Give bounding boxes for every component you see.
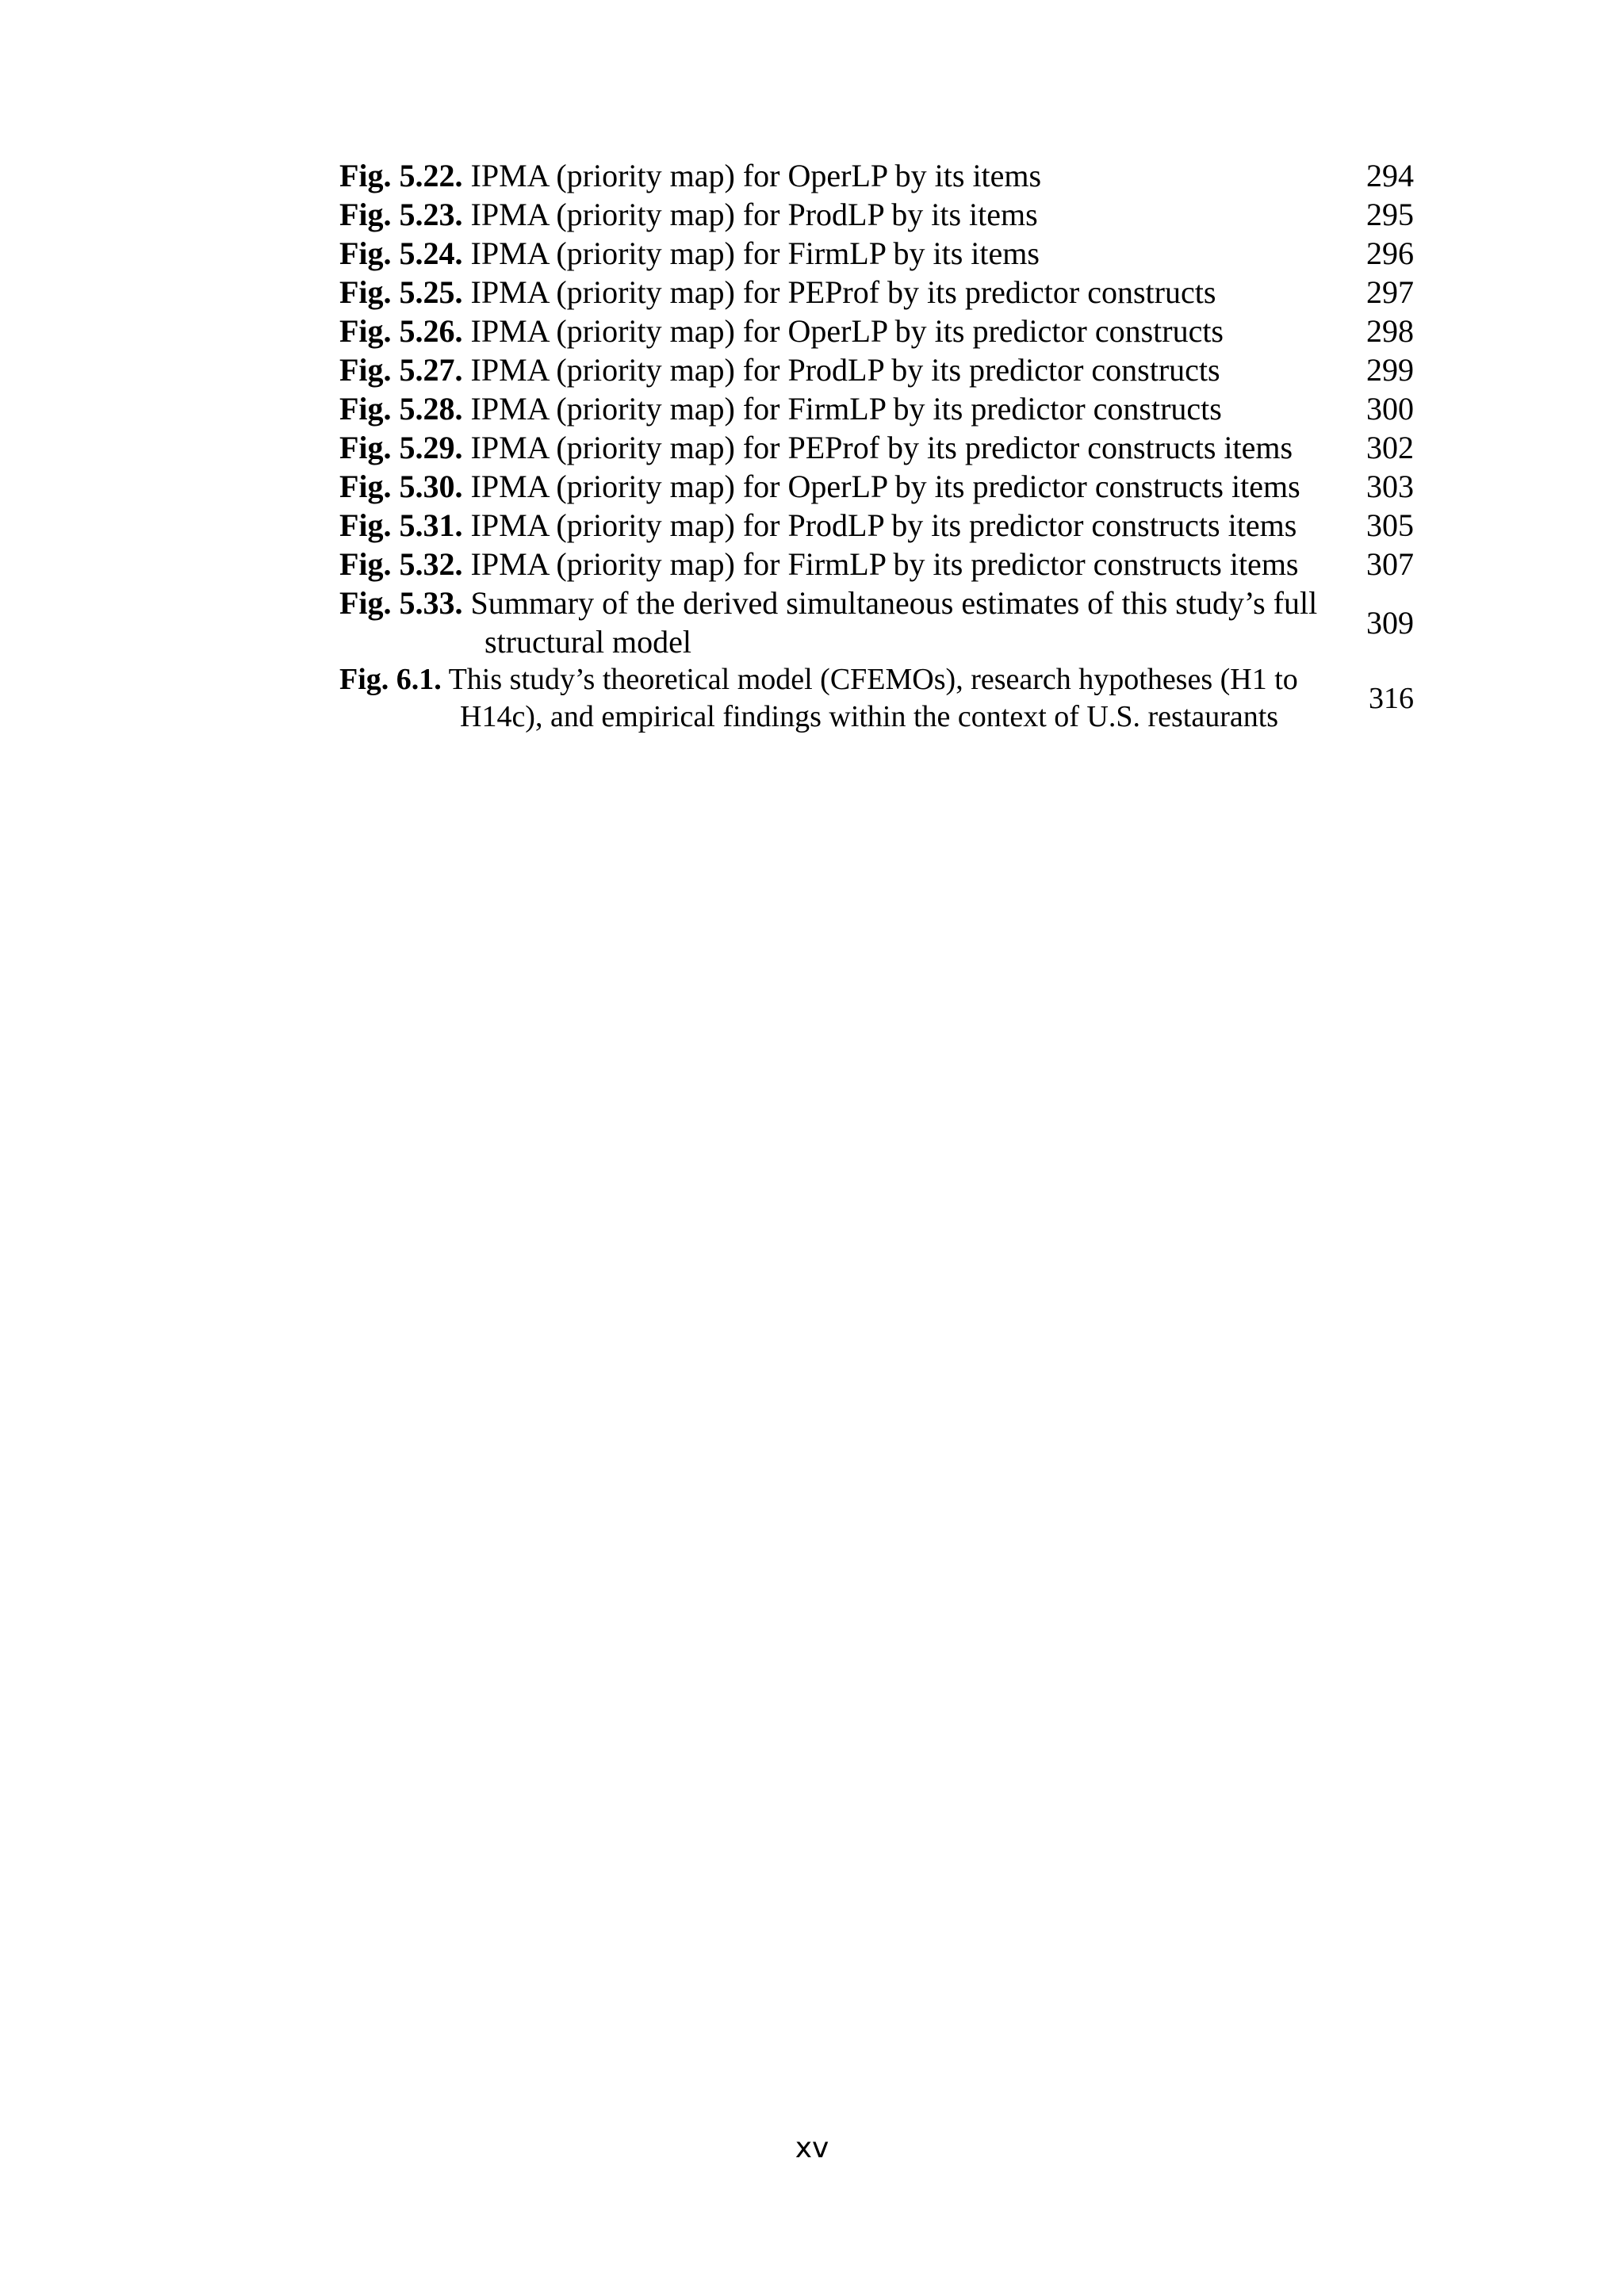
- figure-label: Fig. 5.27.: [339, 352, 463, 388]
- figure-title: IPMA (priority map) for ProdLP by its items: [462, 197, 1038, 232]
- toc-entry-fig-5-23[interactable]: [339, 195, 1414, 234]
- figure-title: IPMA (priority map) for PEProf by its predictor constructs: [462, 274, 1216, 310]
- figure-label: Fig. 5.32.: [339, 546, 463, 582]
- figure-label: Fig. 5.28.: [339, 391, 463, 427]
- figure-title: IPMA (priority map) for PEProf by its predictor constructs items: [462, 430, 1293, 465]
- page-ref: 300: [1366, 391, 1414, 427]
- page-ref: 309: [1366, 604, 1414, 641]
- toc-entry-text: [339, 273, 1327, 312]
- toc-entry-text: [339, 428, 1327, 467]
- toc-entry-fig-5-24[interactable]: [339, 234, 1414, 273]
- toc-entry-fig-5-33[interactable]: [339, 584, 1414, 661]
- page-ref: 297: [1366, 274, 1414, 310]
- page-ref: 305: [1366, 507, 1414, 543]
- figure-label: Fig. 5.25.: [339, 274, 463, 310]
- figure-label: Fig. 5.33.: [339, 585, 463, 621]
- toc-entry-fig-5-28[interactable]: [339, 389, 1414, 428]
- list-of-figures: [339, 156, 1414, 736]
- figure-label: Fig. 5.26.: [339, 313, 463, 349]
- page-ref: 316: [1369, 681, 1414, 715]
- toc-entry-fig-5-32[interactable]: [339, 545, 1414, 584]
- figure-label: Fig. 5.30.: [339, 469, 463, 504]
- toc-entry-fig-6-1[interactable]: [339, 661, 1414, 736]
- page-ref: 299: [1366, 352, 1414, 388]
- toc-entry-fig-5-26[interactable]: [339, 312, 1414, 350]
- toc-entry-text: [339, 195, 1327, 234]
- toc-entry-text: [339, 584, 1327, 661]
- figure-label: Fig. 5.23.: [339, 197, 463, 232]
- toc-entry-text: [339, 467, 1327, 506]
- toc-entry-text: [339, 156, 1327, 195]
- figure-label: Fig. 6.1.: [339, 663, 442, 696]
- figure-title: IPMA (priority map) for OperLP by its predictor constructs: [462, 313, 1224, 349]
- toc-entry-text: [339, 312, 1327, 350]
- page-ref: 295: [1366, 197, 1414, 232]
- figure-title: IPMA (priority map) for OperLP by its items: [462, 158, 1042, 193]
- page-ref: 298: [1366, 313, 1414, 349]
- toc-entry-fig-5-25[interactable]: [339, 273, 1414, 312]
- toc-entry-fig-5-31[interactable]: [339, 506, 1414, 545]
- toc-entry-fig-5-30[interactable]: [339, 467, 1414, 506]
- toc-entry-text: [339, 389, 1327, 428]
- page-ref: 307: [1366, 546, 1414, 582]
- figure-title: IPMA (priority map) for ProdLP by its predictor constructs: [462, 352, 1220, 388]
- figure-title: IPMA (priority map) for ProdLP by its predictor constructs items: [462, 507, 1297, 543]
- toc-entry-fig-5-22[interactable]: [339, 156, 1414, 195]
- toc-entry-text: [339, 506, 1327, 545]
- figure-title: Summary of the derived simultaneous estimates of this study’s full structural model: [462, 585, 1318, 660]
- toc-entry-text: [339, 661, 1327, 736]
- toc-entry-text: [339, 350, 1327, 389]
- figure-title: This study’s theoretical model (CFEMOs), research hypotheses (H1 to H14c), and empirical findings within the context of U.S. restaurants: [441, 663, 1298, 733]
- figure-label: Fig. 5.24.: [339, 235, 463, 271]
- page-ref: 303: [1366, 469, 1414, 504]
- toc-entry-fig-5-29[interactable]: [339, 428, 1414, 467]
- page-ref: 302: [1366, 430, 1414, 465]
- toc-entry-fig-5-27[interactable]: [339, 350, 1414, 389]
- page-number: xv: [795, 2132, 829, 2164]
- figure-title: IPMA (priority map) for OperLP by its predictor constructs items: [462, 469, 1300, 504]
- page-ref: 296: [1366, 235, 1414, 271]
- figure-title: IPMA (priority map) for FirmLP by its predictor constructs: [462, 391, 1222, 427]
- page-ref: 294: [1366, 158, 1414, 193]
- figure-label: Fig. 5.22.: [339, 158, 463, 193]
- figure-label: Fig. 5.31.: [339, 507, 463, 543]
- toc-entry-text: [339, 234, 1327, 273]
- figure-title: IPMA (priority map) for FirmLP by its items: [462, 235, 1040, 271]
- figure-label: Fig. 5.29.: [339, 430, 463, 465]
- figure-title: IPMA (priority map) for FirmLP by its predictor constructs items: [462, 546, 1299, 582]
- toc-entry-text: [339, 545, 1327, 584]
